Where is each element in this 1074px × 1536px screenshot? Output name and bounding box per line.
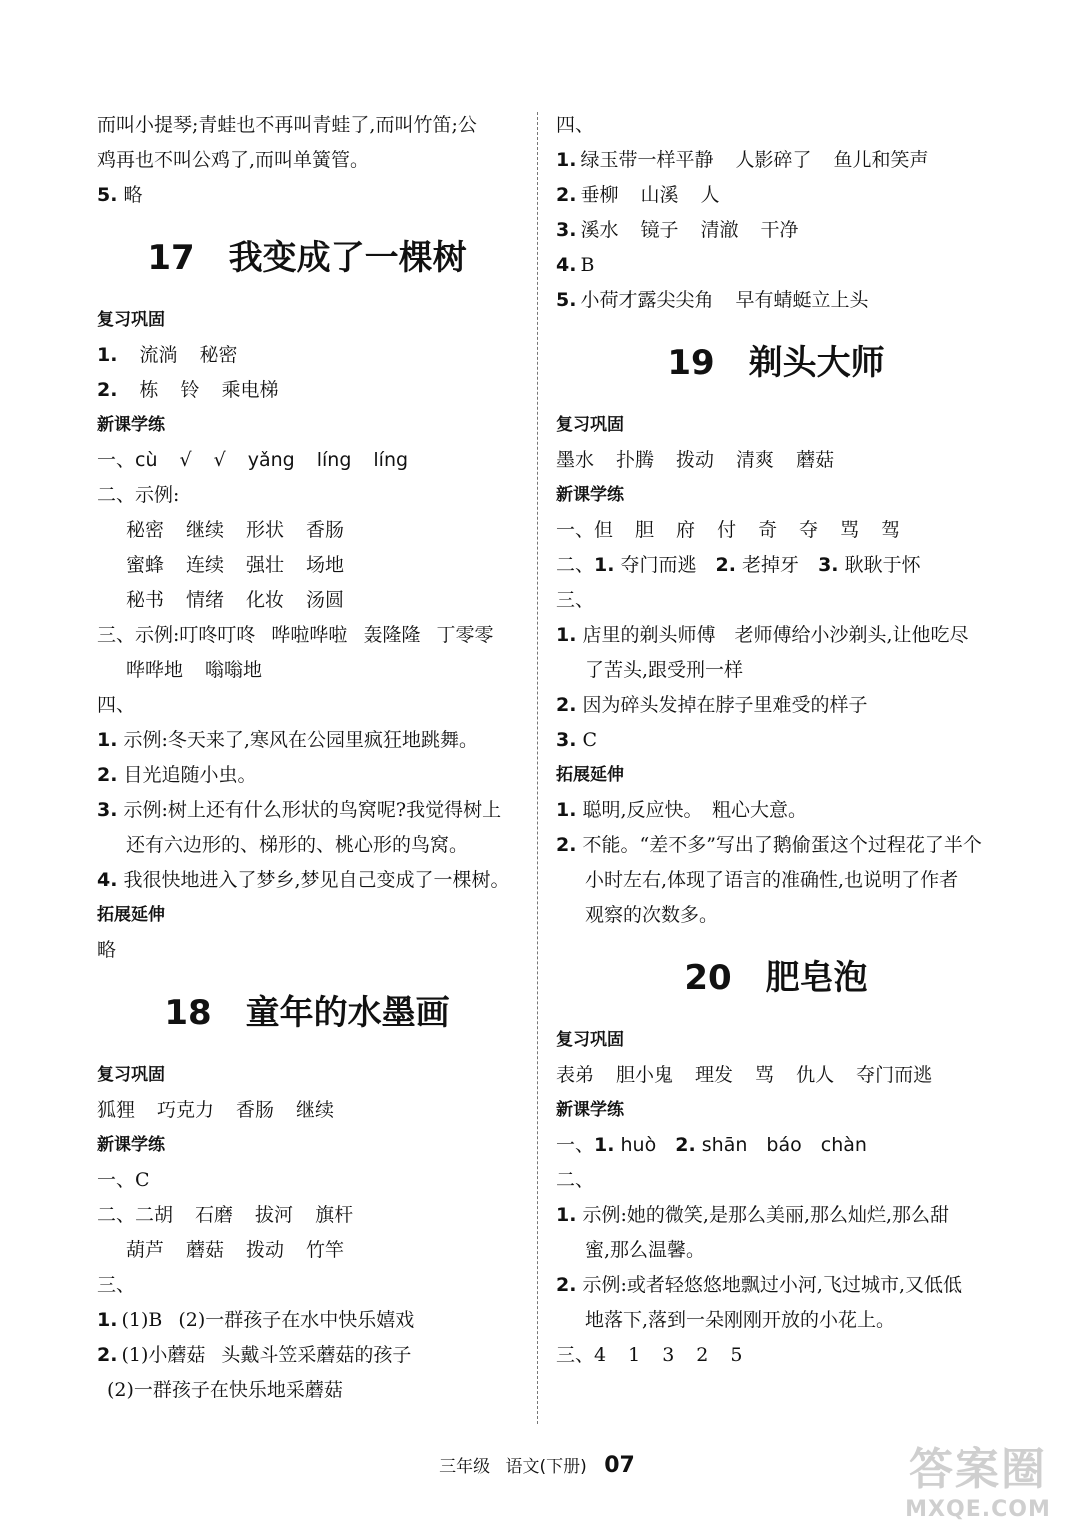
answer-item: 1. (1)B (2)一群孩子在水中快乐嬉戏 bbox=[97, 1309, 415, 1331]
answer-item: 1. 绿玉带一样平静 人影碎了 鱼儿和笑声 bbox=[556, 149, 929, 171]
continued-text-line: 鸡再也不叫公鸡了,而叫单簧管。 bbox=[97, 149, 370, 171]
lesson-title-19: 19 剃头大师 bbox=[667, 343, 885, 383]
page-number: 07 bbox=[604, 1453, 635, 1478]
answer-label: 二、示例: bbox=[97, 484, 180, 506]
section-heading: 复习巩固 bbox=[556, 1030, 624, 1050]
section-heading: 复习巩固 bbox=[97, 1065, 165, 1085]
answer-item: 2. 因为碎头发掉在脖子里难受的样子 bbox=[556, 694, 868, 716]
answer-item: 狐狸 巧克力 香肠 继续 bbox=[97, 1099, 335, 1121]
section-heading: 复习巩固 bbox=[97, 310, 165, 330]
answer-continuation: 葫芦 蘑菇 拨动 竹竿 bbox=[126, 1239, 345, 1261]
answer-item: 墨水 扑腾 拨动 清爽 蘑菇 bbox=[556, 449, 835, 471]
answer-item: 一、cù √ √ yǎng líng líng bbox=[97, 449, 409, 471]
answer-continuation: 小时左右,体现了语言的准确性,也说明了作者 bbox=[585, 869, 959, 891]
answer-item: 1. 示例:她的微笑,是那么美丽,那么灿烂,那么甜 bbox=[556, 1204, 950, 1226]
section-heading: 新课学练 bbox=[97, 1135, 165, 1155]
answer-label: 四、 bbox=[97, 694, 136, 716]
section-heading: 新课学练 bbox=[556, 485, 624, 505]
answer-item: 2. (1)小蘑菇 头戴斗笠采蘑菇的孩子 bbox=[97, 1344, 412, 1366]
answer-item: 一、但 胆 府 付 奇 夺 骂 驾 bbox=[556, 519, 901, 541]
answer-item: 略 bbox=[97, 939, 117, 961]
answer-continuation: (2)一群孩子在快乐地采蘑菇 bbox=[107, 1379, 343, 1401]
answer-label: 三、 bbox=[556, 589, 595, 611]
answer-item: 1. 流淌 秘密 bbox=[97, 344, 238, 366]
answer-item: 一、1. huò 2. shān báo chàn bbox=[556, 1134, 867, 1156]
answer-continuation: 观察的次数多。 bbox=[585, 904, 719, 926]
word-row: 秘密 继续 形状 香肠 bbox=[126, 519, 345, 541]
answer-item: 3. C bbox=[556, 729, 598, 751]
section-heading: 拓展延伸 bbox=[97, 905, 165, 925]
answer-continuation: 了苦头,跟受刑一样 bbox=[585, 659, 744, 681]
answer-item: 2. 不能。“差不多”写出了鹅偷蛋这个过程花了半个 bbox=[556, 834, 982, 856]
answer-item: 表弟 胆小鬼 理发 骂 仇人 夺门而逃 bbox=[556, 1064, 933, 1086]
watermark-text: 答案圈 bbox=[909, 1444, 1047, 1495]
footer-subject: 语文(下册) bbox=[505, 1457, 587, 1477]
answer-label: 四、 bbox=[556, 114, 595, 136]
answer-continuation: 蜜,那么温馨。 bbox=[585, 1239, 706, 1261]
answer-continuation: 还有六边形的、梯形的、桃心形的鸟窝。 bbox=[126, 834, 469, 856]
answer-item: 4. B bbox=[556, 254, 595, 276]
answer-item: 二、1. 夺门而逃 2. 老掉牙 3. 耿耿于怀 bbox=[556, 554, 921, 576]
lesson-title-20: 20 肥皂泡 bbox=[684, 958, 868, 998]
lesson-title-18: 18 童年的水墨画 bbox=[164, 993, 450, 1033]
lesson-title-17: 17 我变成了一棵树 bbox=[147, 238, 467, 278]
left-column bbox=[97, 108, 517, 1408]
answer-item: 4. 我很快地进入了梦乡,梦见自己变成了一棵树。 bbox=[97, 869, 510, 891]
answer-label: 二、 bbox=[556, 1169, 595, 1191]
answer-label: 三、 bbox=[97, 1274, 136, 1296]
section-heading: 新课学练 bbox=[556, 1100, 624, 1120]
section-heading: 拓展延伸 bbox=[556, 765, 624, 785]
answer-item: 2. 垂柳 山溪 人 bbox=[556, 184, 720, 206]
answer-item: 1. 示例:冬天来了,寒风在公园里疯狂地跳舞。 bbox=[97, 729, 478, 751]
answer-item: 二、二胡 石磨 拔河 旗杆 bbox=[97, 1204, 354, 1226]
word-row: 秘书 情绪 化妆 汤圆 bbox=[126, 589, 345, 611]
answer-item: 1. 店里的剃头师傅 老师傅给小沙剃头,让他吃尽 bbox=[556, 624, 969, 646]
watermark-logo bbox=[893, 1443, 1063, 1531]
answer-item: 3. 溪水 镜子 清澈 干净 bbox=[556, 219, 799, 241]
watermark-url: MXQE.COM bbox=[905, 1497, 1051, 1522]
right-column bbox=[556, 108, 996, 1373]
answer-item: 5. 小荷才露尖尖角 早有蜻蜓立上头 bbox=[556, 289, 869, 311]
answer-item: 3. 示例:树上还有什么形状的鸟窝呢?我觉得树上 bbox=[97, 799, 502, 821]
continued-text-line: 而叫小提琴;青蛙也不再叫青蛙了,而叫竹笛;公 bbox=[97, 114, 477, 136]
footer-grade: 三年级 bbox=[439, 1457, 491, 1477]
answer-item: 2. 目光追随小虫。 bbox=[97, 764, 257, 786]
section-heading: 复习巩固 bbox=[556, 415, 624, 435]
answer-item: 1. 聪明,反应快。 粗心大意。 bbox=[556, 799, 808, 821]
section-heading: 新课学练 bbox=[97, 415, 165, 435]
answer-item: 三、示例:叮咚叮咚 哗啦哗啦 轰隆隆 丁零零 bbox=[97, 624, 494, 646]
answer-continuation: 哗哗地 嗡嗡地 bbox=[126, 659, 263, 681]
column-divider bbox=[537, 112, 538, 1424]
word-row: 蜜蜂 连续 强壮 场地 bbox=[126, 554, 345, 576]
answer-continuation: 地落下,落到一朵刚刚开放的小花上。 bbox=[585, 1309, 896, 1331]
answer-item: 2. 示例:或者轻悠悠地飘过小河,飞过城市,又低低 bbox=[556, 1274, 962, 1296]
answer-item: 2. 栋 铃 乘电梯 bbox=[97, 379, 279, 401]
answer-item: 一、C bbox=[97, 1169, 150, 1191]
answer-item: 三、4 1 3 2 5 bbox=[556, 1344, 743, 1366]
answer-item: 5. 略 bbox=[97, 184, 143, 206]
